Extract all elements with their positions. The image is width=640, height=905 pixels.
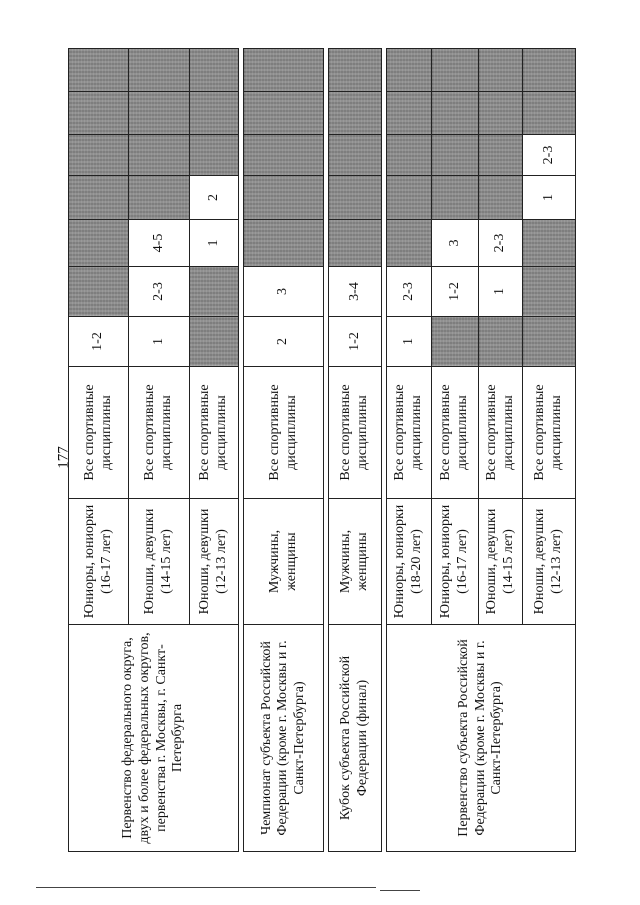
rank-cell <box>479 49 523 92</box>
rank-cell <box>523 49 576 92</box>
age-group: Мужчины, женщины <box>244 499 324 625</box>
rank-cell <box>244 49 324 92</box>
rank-cell <box>190 49 239 92</box>
rank-cell: 1-2 <box>432 267 479 317</box>
rank-cell <box>190 267 239 317</box>
rank-cell <box>432 135 479 176</box>
rank-cell: 3-4 <box>329 267 382 317</box>
rank-cell: 2 <box>190 176 239 220</box>
rank-cell <box>479 317 523 367</box>
discipline: Все спортивные дисциплины <box>129 367 190 499</box>
rank-cell: 3 <box>244 267 324 317</box>
rank-cell <box>69 92 129 135</box>
rank-cell <box>190 92 239 135</box>
age-group: Юниоры, юниорки (16-17 лет) <box>69 499 129 625</box>
rank-cell <box>329 220 382 267</box>
rank-cell <box>432 176 479 220</box>
discipline: Все спортивные дисциплины <box>69 367 129 499</box>
age-group: Юноши, девушки (12-13 лет) <box>190 499 239 625</box>
rank-cell <box>190 317 239 367</box>
rank-cell <box>69 49 129 92</box>
competition-name: Первенство субъекта Российской Федерации (кроме г. Москвы и г. Санкт-Петербурга) <box>387 625 576 852</box>
rank-cell <box>329 49 382 92</box>
rank-cell <box>244 135 324 176</box>
rank-cell: 2-3 <box>129 267 190 317</box>
table-row <box>387 49 432 852</box>
rank-cell: 1-2 <box>69 317 129 367</box>
rank-cell: 4-5 <box>129 220 190 267</box>
rank-table-body <box>69 49 576 852</box>
rank-cell <box>479 176 523 220</box>
rank-cell <box>479 135 523 176</box>
rotated-table-wrapper <box>68 49 564 852</box>
age-group: Юноши, девушки (14-15 лет) <box>479 499 523 625</box>
discipline: Все спортивные дисциплины <box>387 367 432 499</box>
rank-cell: 1 <box>523 176 576 220</box>
rank-cell: 2-3 <box>523 135 576 176</box>
rank-cell <box>432 49 479 92</box>
table-row <box>244 49 324 852</box>
table-row <box>69 49 129 852</box>
rank-cell: 1 <box>387 317 432 367</box>
rank-cell <box>129 49 190 92</box>
age-group: Юниоры, юниорки (18-20 лет) <box>387 499 432 625</box>
page-number: 177 <box>55 446 72 469</box>
discipline: Все спортивные дисциплины <box>329 367 382 499</box>
rank-cell <box>244 176 324 220</box>
rank-cell: 1-2 <box>329 317 382 367</box>
rank-cell <box>129 92 190 135</box>
rank-cell <box>69 220 129 267</box>
rank-cell <box>129 135 190 176</box>
rank-cell: 2-3 <box>387 267 432 317</box>
rank-cell: 3 <box>432 220 479 267</box>
rank-cell <box>432 92 479 135</box>
competition-name: Чемпионат субъекта Российской Федерации (кроме г. Москвы и г. Санкт-Петербурга) <box>244 625 324 852</box>
discipline: Все спортивные дисциплины <box>244 367 324 499</box>
discipline: Все спортивные дисциплины <box>190 367 239 499</box>
rank-cell <box>387 135 432 176</box>
rank-cell <box>244 220 324 267</box>
age-group: Юноши, девушки (14-15 лет) <box>129 499 190 625</box>
rank-cell <box>387 49 432 92</box>
rank-cell <box>479 92 523 135</box>
bottom-rule <box>380 890 420 891</box>
competition-name: Первенство федерального округа, двух и более федеральных округов, первенства г. Москвы, г. Санкт-Петербурга <box>69 625 239 852</box>
age-group: Юноши, девушки (12-13 лет) <box>523 499 576 625</box>
discipline: Все спортивные дисциплины <box>432 367 479 499</box>
rank-cell <box>387 176 432 220</box>
competition-name: Кубок субъекта Российской Федерации (финал) <box>329 625 382 852</box>
age-group: Мужчины, женщины <box>329 499 382 625</box>
discipline: Все спортивные дисциплины <box>523 367 576 499</box>
rank-cell <box>244 92 324 135</box>
rank-cell <box>523 317 576 367</box>
age-group: Юниоры, юниорки (16-17 лет) <box>432 499 479 625</box>
rank-cell <box>69 135 129 176</box>
rank-cell <box>329 135 382 176</box>
rank-cell <box>523 92 576 135</box>
bottom-rule <box>36 887 376 888</box>
rank-cell <box>432 317 479 367</box>
rank-cell <box>523 267 576 317</box>
rank-cell <box>69 267 129 317</box>
rank-cell <box>69 176 129 220</box>
rank-cell: 2 <box>244 317 324 367</box>
discipline: Все спортивные дисциплины <box>479 367 523 499</box>
rank-cell <box>387 92 432 135</box>
rank-cell: 1 <box>190 220 239 267</box>
table-row <box>329 49 382 852</box>
rank-cell <box>329 176 382 220</box>
rank-cell <box>329 92 382 135</box>
rank-cell <box>190 135 239 176</box>
rank-table <box>68 48 576 852</box>
rank-cell <box>387 220 432 267</box>
rank-cell <box>129 176 190 220</box>
rank-cell: 1 <box>479 267 523 317</box>
rank-cell: 2-3 <box>479 220 523 267</box>
rank-cell <box>523 220 576 267</box>
rank-cell: 1 <box>129 317 190 367</box>
